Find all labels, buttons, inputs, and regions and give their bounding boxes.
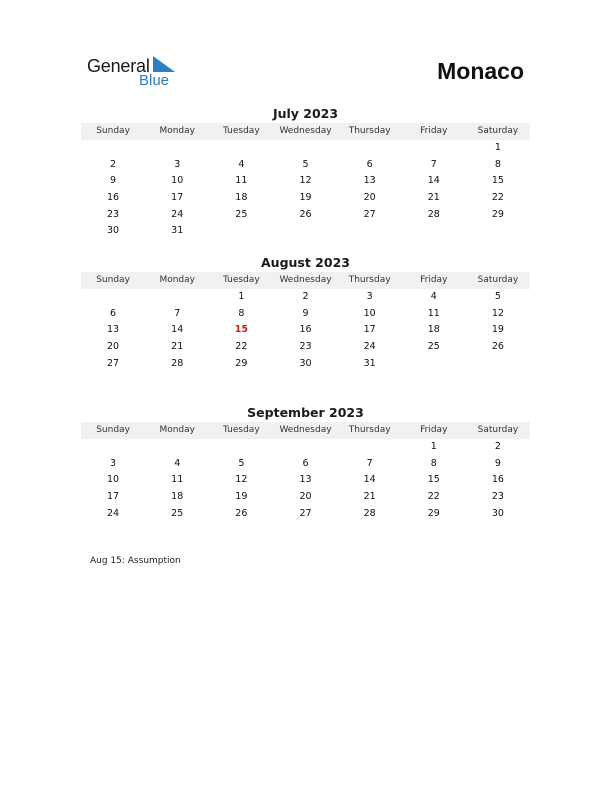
day-cell xyxy=(402,140,466,157)
day-cell: 10 xyxy=(107,474,120,486)
day-cell: 9 xyxy=(110,175,117,187)
weekday-label: Sunday xyxy=(96,126,130,136)
day-cell: 29 xyxy=(491,208,504,220)
day-cell xyxy=(273,140,337,157)
day-cell: 18 xyxy=(171,491,184,503)
day-cell: 11 xyxy=(171,474,184,486)
day-cell: 6 xyxy=(366,158,373,170)
day-cell: 9 xyxy=(494,457,501,469)
day-cell: 22 xyxy=(427,491,440,503)
day-cell: 3 xyxy=(174,158,181,170)
weekday-label: Sunday xyxy=(96,275,130,285)
day-cell: 24 xyxy=(107,507,120,519)
day-cell: 27 xyxy=(363,208,376,220)
day-cell: 8 xyxy=(430,457,437,469)
weekday-label: Tuesday xyxy=(223,425,260,435)
day-cell xyxy=(273,439,337,456)
day-cell: 31 xyxy=(363,357,376,369)
day-cell: 26 xyxy=(299,208,312,220)
day-cell: 20 xyxy=(299,491,312,503)
day-cell: 16 xyxy=(491,474,504,486)
day-cell: 6 xyxy=(302,457,309,469)
country-title: Monaco xyxy=(437,58,524,84)
day-cell xyxy=(466,223,530,240)
logo-text-blue: Blue xyxy=(139,72,170,89)
day-cell: 25 xyxy=(235,208,248,220)
day-cell: 19 xyxy=(491,324,504,336)
day-cell: 13 xyxy=(363,175,376,187)
day-cell: 8 xyxy=(494,158,501,170)
day-cell: 30 xyxy=(299,357,312,369)
day-cell: 21 xyxy=(363,491,376,503)
day-cell xyxy=(81,439,145,456)
weekday-label: Tuesday xyxy=(223,126,260,136)
week-row xyxy=(81,456,530,473)
week-row xyxy=(81,223,530,240)
day-cell: 25 xyxy=(427,341,440,353)
day-cell: 8 xyxy=(238,307,245,319)
weekday-label: Thursday xyxy=(348,126,391,136)
weekday-label: Monday xyxy=(159,126,195,136)
weekday-label: Saturday xyxy=(477,275,519,285)
weekday-header-row xyxy=(81,123,530,140)
day-cell: 28 xyxy=(427,208,440,220)
week-row xyxy=(81,157,530,174)
weekday-label: Tuesday xyxy=(223,275,260,285)
day-cell xyxy=(209,439,273,456)
day-cell xyxy=(81,289,145,306)
week-row xyxy=(81,207,530,224)
day-cell: 16 xyxy=(107,192,120,204)
day-cell: 12 xyxy=(299,175,312,187)
day-cell: 1 xyxy=(494,142,501,153)
day-cell: 18 xyxy=(235,192,248,204)
week-row xyxy=(81,506,530,523)
day-cell: 18 xyxy=(427,324,440,336)
week-row xyxy=(81,439,530,456)
day-cell: 4 xyxy=(174,457,181,469)
weekday-label: Saturday xyxy=(477,126,519,136)
week-row xyxy=(81,472,530,489)
day-cell: 10 xyxy=(363,307,376,319)
weekday-label: Monday xyxy=(159,425,195,435)
week-row xyxy=(81,322,530,339)
day-cell: 17 xyxy=(171,192,184,204)
day-cell: 9 xyxy=(302,307,309,319)
week-row xyxy=(81,140,530,157)
month-block xyxy=(81,106,530,240)
week-row xyxy=(81,289,530,306)
day-cell: 27 xyxy=(107,357,120,369)
day-cell: 22 xyxy=(235,341,248,353)
day-cell: 12 xyxy=(235,474,248,486)
week-row xyxy=(81,306,530,323)
weekday-label: Thursday xyxy=(348,425,391,435)
day-cell: 29 xyxy=(427,507,440,519)
day-cell xyxy=(273,223,337,240)
day-cell xyxy=(338,223,402,240)
day-cell: 30 xyxy=(107,225,120,237)
day-cell: 4 xyxy=(430,291,437,302)
day-cell: 21 xyxy=(427,192,440,204)
day-cell: 5 xyxy=(238,457,245,469)
day-cell: 7 xyxy=(174,307,181,319)
generalblue-logo xyxy=(87,55,187,91)
day-cell: 13 xyxy=(107,324,120,336)
weekday-label: Monday xyxy=(159,275,195,285)
day-cell xyxy=(466,356,530,373)
day-cell: 3 xyxy=(110,457,117,469)
logo-triangle-icon xyxy=(153,56,175,72)
holiday-day-cell: 15 xyxy=(234,324,248,336)
day-cell: 15 xyxy=(427,474,440,486)
day-cell: 14 xyxy=(363,474,376,486)
day-cell: 26 xyxy=(491,341,504,353)
week-row xyxy=(81,190,530,207)
day-cell: 23 xyxy=(491,491,504,503)
day-cell: 14 xyxy=(171,324,184,336)
month-block xyxy=(81,255,530,372)
weekday-label: Friday xyxy=(420,126,448,136)
day-cell xyxy=(145,439,209,456)
weekday-label: Friday xyxy=(420,425,448,435)
week-row xyxy=(81,173,530,190)
weekday-label: Wednesday xyxy=(279,275,332,285)
week-row xyxy=(81,489,530,506)
day-cell: 22 xyxy=(491,192,504,204)
day-cell: 24 xyxy=(171,208,184,220)
day-cell: 12 xyxy=(491,307,504,319)
day-cell: 19 xyxy=(235,491,248,503)
weekday-label: Sunday xyxy=(96,425,130,435)
weekday-header-row xyxy=(81,422,530,439)
day-cell xyxy=(209,223,273,240)
day-cell xyxy=(338,140,402,157)
week-row xyxy=(81,339,530,356)
day-cell: 26 xyxy=(235,507,248,519)
day-cell: 23 xyxy=(299,341,312,353)
day-cell: 2 xyxy=(110,158,117,170)
day-cell: 7 xyxy=(430,158,437,170)
day-cell: 4 xyxy=(238,158,245,170)
month-block xyxy=(81,405,530,522)
day-cell: 6 xyxy=(110,307,117,319)
day-cell: 11 xyxy=(427,307,440,319)
day-cell: 23 xyxy=(107,208,120,220)
day-cell xyxy=(145,140,209,157)
day-cell: 1 xyxy=(238,291,245,302)
weekday-label: Thursday xyxy=(348,275,391,285)
day-cell: 21 xyxy=(171,341,184,353)
day-cell xyxy=(402,356,466,373)
month-title: September 2023 xyxy=(247,405,364,420)
day-cell: 31 xyxy=(171,225,184,237)
holiday-notes: Aug 15: Assumption xyxy=(90,556,181,566)
weekday-label: Wednesday xyxy=(279,126,332,136)
day-cell: 17 xyxy=(107,491,120,503)
day-cell: 28 xyxy=(363,507,376,519)
weekday-label: Wednesday xyxy=(279,425,332,435)
day-cell xyxy=(338,439,402,456)
day-cell xyxy=(209,140,273,157)
day-cell: 10 xyxy=(171,175,184,187)
day-cell: 20 xyxy=(363,192,376,204)
day-cell: 27 xyxy=(299,507,312,519)
day-cell: 25 xyxy=(171,507,184,519)
day-cell: 19 xyxy=(299,192,312,204)
day-cell xyxy=(145,289,209,306)
day-cell: 3 xyxy=(366,291,373,302)
day-cell: 2 xyxy=(302,291,309,302)
day-cell: 16 xyxy=(299,324,312,336)
day-cell: 20 xyxy=(107,341,120,353)
day-cell: 5 xyxy=(302,158,309,170)
day-cell: 15 xyxy=(491,175,504,187)
month-title: August 2023 xyxy=(261,255,350,270)
weekday-label: Friday xyxy=(420,275,448,285)
day-cell: 24 xyxy=(363,341,376,353)
day-cell: 11 xyxy=(235,175,248,187)
day-cell: 13 xyxy=(299,474,312,486)
day-cell: 7 xyxy=(366,457,373,469)
weekday-label: Saturday xyxy=(477,425,519,435)
day-cell: 2 xyxy=(494,441,501,452)
logo-text-general: General xyxy=(87,56,150,76)
weekday-header-row xyxy=(81,272,530,289)
day-cell xyxy=(81,140,145,157)
week-row xyxy=(81,356,530,373)
day-cell: 1 xyxy=(430,441,437,452)
day-cell: 17 xyxy=(363,324,376,336)
day-cell: 28 xyxy=(171,357,184,369)
day-cell: 29 xyxy=(235,357,248,369)
day-cell: 30 xyxy=(491,507,504,519)
day-cell xyxy=(402,223,466,240)
month-title: July 2023 xyxy=(272,106,339,121)
day-cell: 14 xyxy=(427,175,440,187)
day-cell: 5 xyxy=(494,291,501,302)
